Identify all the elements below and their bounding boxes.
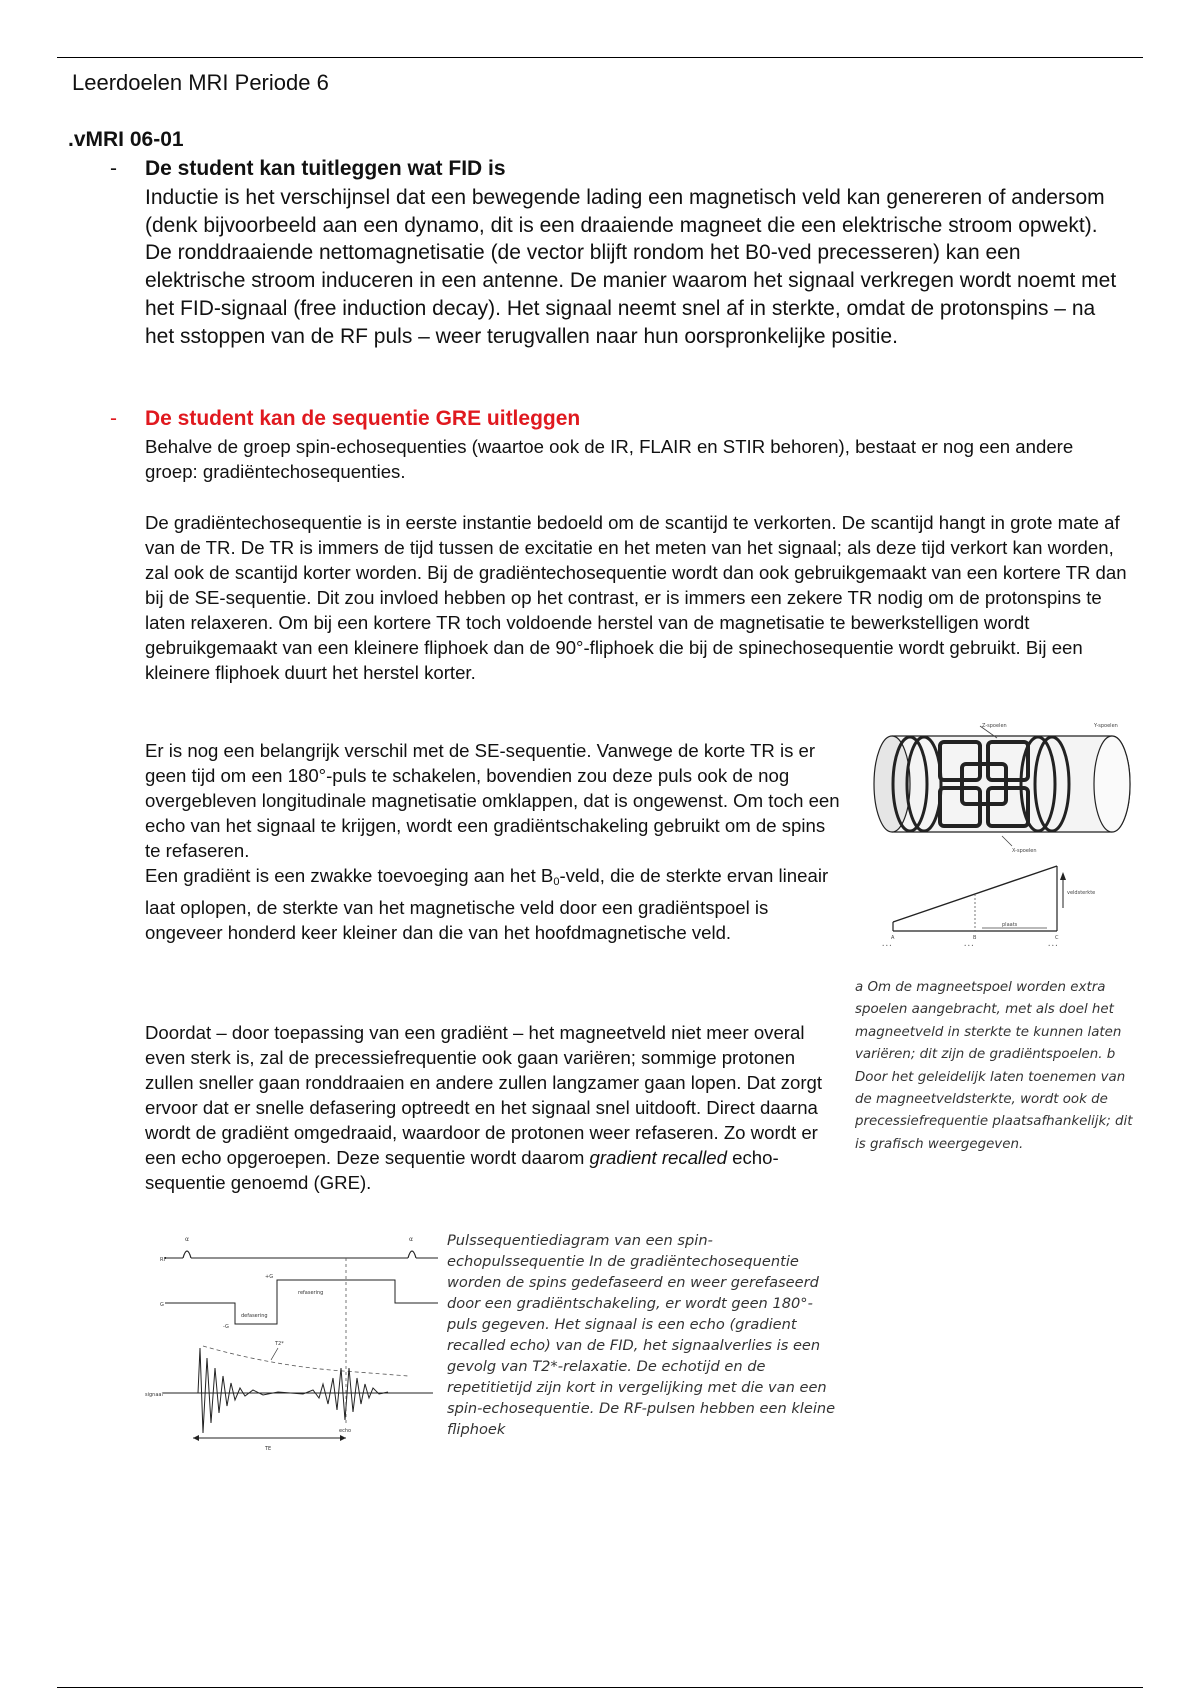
graph-label-field: veldsterkte bbox=[1067, 890, 1096, 896]
page-header: Leerdoelen MRI Periode 6 bbox=[72, 70, 329, 95]
learning-goal-fid-heading: De student kan tuitleggen wat FID is bbox=[145, 157, 506, 180]
bullet-dash: - bbox=[110, 157, 117, 180]
rf-alpha-2: α bbox=[409, 1236, 413, 1243]
gre-paragraph-4-b: -veld, die de sterkte ervan lineair laat oplopen, de sterkte van het magnetische veld door een gradiëntspoel is ongeveer honderd keer kleiner dan die van het hoofdmagnetische veld. bbox=[145, 865, 829, 943]
coil-label-x: X-spoelen bbox=[1012, 848, 1037, 854]
rf-alpha-1: α bbox=[185, 1236, 189, 1243]
rf-label: RF bbox=[160, 1257, 167, 1263]
graph-label-place: plaats bbox=[1002, 922, 1018, 928]
bullet-dash: - bbox=[110, 407, 117, 430]
g-plus: +G bbox=[265, 1274, 274, 1280]
pulse-sequence-diagram bbox=[143, 1228, 438, 1455]
coil-label-y: Y-spoelen bbox=[1094, 723, 1118, 729]
gre-paragraph-5-italic: gradient recalled bbox=[589, 1147, 727, 1168]
echo-label: echo bbox=[339, 1428, 352, 1434]
bottom-rule bbox=[57, 1687, 1143, 1688]
te-label: TE bbox=[265, 1446, 272, 1452]
gre-paragraph-5-b: echo-sequentie genoemd (GRE). bbox=[145, 1147, 779, 1193]
coil-figure-caption: a Om de magneetspoel worden extra spoelen aangebracht, met als doel het magneetveld in sterkte te kunnen laten variëren; dit zijn de gradiëntspoelen. b Door het geleidelijk laten toenemen van de magneetveldsterkte, wordt ook de precessiefrequentie plaatsafhankelijk; dit is grafisch weergegeven. bbox=[855, 980, 1133, 1152]
gre-paragraph-1: Behalve de groep spin-echosequenties (waartoe ook de IR, FLAIR en STIR behoren), bestaat er nog een andere groep: gradiëntechosequenties. bbox=[145, 436, 1074, 482]
refasering-label: refasering bbox=[298, 1290, 324, 1296]
graph-label-a: A bbox=[891, 935, 895, 941]
t2star-label: T2* bbox=[275, 1341, 284, 1347]
top-rule bbox=[57, 57, 1143, 58]
gradient-coil-figure bbox=[862, 718, 1145, 973]
svg-text:• • •: • • • bbox=[1048, 943, 1058, 948]
coil-label-z: Z-spoelen bbox=[982, 723, 1007, 729]
gre-paragraph-3 bbox=[145, 738, 845, 945]
signal-label: signaal bbox=[145, 1392, 163, 1398]
fid-paragraph: Inductie is het verschijnsel dat een bewegende lading een magnetisch veld kan genereren of andersom (denk bijvoorbeeld aan een dynamo, dit is een draaiende magneet die een elektrische stroom opwekt). De ronddraaiende nettomagnetisatie (de vector blijft rondom het B0-ved precesseren) kan een elektrische stroom induceren in een antenne. De manier waarom het signaal verkregen wordt noemt met het FID-signaal (free induction decay). Het signaal neemt snel af in sterkte, omdat de protonspins – na het sstoppen van de RF puls – weer terugvallen naar hun oorspronkelijke positie. bbox=[145, 186, 1117, 348]
defasering-label: defasering bbox=[241, 1313, 268, 1319]
learning-goal-gre-heading: De student kan de sequentie GRE uitleggen bbox=[145, 407, 581, 430]
gre-paragraph-5-a: Doordat – door toepassing van een gradiënt – het magneetveld niet meer overal even sterk is, zal de precessiefrequentie ook gaan variëren; sommige protonen zullen sneller gaan ronddraaien en andere zullen langzamer gaan lopen. Dat zorgt ervoor dat er snelle defasering optreedt en het signaal snel uitdooft. Direct daarna wordt de gradiënt omgedraaid, waardoor de protonen weer refaseren. Zo wordt er een echo opgeroepen. Deze sequentie wordt daarom bbox=[145, 1022, 823, 1168]
graph-label-c: C bbox=[1055, 935, 1059, 941]
gre-paragraph-2: De gradiëntechosequentie is in eerste instantie bedoeld om de scantijd te verkorten. De scantijd hangt in grote mate af van de TR. De TR is immers de tijd tussen de excitatie en het meten van het signaal; als deze tijd verkort kan worden, zal ook de scantijd korter worden. Bij de gradiëntechosequentie wordt dan ook gebruikgemaakt van een kortere TR dan bij de SE-sequentie. Dit zou invloed hebben op het contrast, er is immers een zekere TR nodig om de protonspins te laten relaxeren. Om bij een kortere TR toch voldoende herstel van de magnetisatie te bewerkstelligen wordt gebruikgemaakt van een kleinere fliphoek dan de 90°-fliphoek die bij de spinechosequentie wordt gebruikt. Bij een kleinere fliphoek duurt het herstel korter. bbox=[145, 512, 1127, 683]
graph-label-b: B bbox=[973, 935, 977, 941]
sequence-diagram-caption: Pulssequentiediagram van een spin-echopulssequentie In de gradiëntechosequentie worden de spins gedefaseerd en weer gerefaseerd door een gradiëntschakeling, er wordt geen 180°-puls gegeven. Het signaal is een echo (gradient recalled echo) van de FID, het signaalverlies is een gevolg van T2*-relaxatie. De echotijd en de repetitietijd zijn kort in vergelijking met die van een spin-echosequentie. De RF-pulsen hebben een kleine fliphoek bbox=[447, 1232, 836, 1438]
section-code: .vMRI 06-01 bbox=[68, 128, 184, 151]
g-minus: -G bbox=[223, 1324, 229, 1330]
gre-paragraph-5 bbox=[145, 1020, 845, 1195]
gre-paragraph-3-a: Er is nog een belangrijk verschil met de SE-sequentie. Vanwege de korte TR is er geen tijd om een 180°-puls te schakelen, bovendien zou deze puls ook de nog overgebleven longitudinale magnetisatie omklappen, dat is ongewenst. Om toch een echo van het signaal te krijgen, wordt een gradiëntschakeling gebruikt om de spins te refaseren. bbox=[145, 740, 840, 861]
gre-paragraph-4-a: Een gradiënt is een zwakke toevoeging aan het B bbox=[145, 865, 554, 886]
svg-text:• • •: • • • bbox=[964, 943, 974, 948]
b0-subscript: 0 bbox=[553, 876, 560, 888]
svg-text:• • •: • • • bbox=[882, 943, 892, 948]
g-label: G bbox=[160, 1302, 164, 1308]
